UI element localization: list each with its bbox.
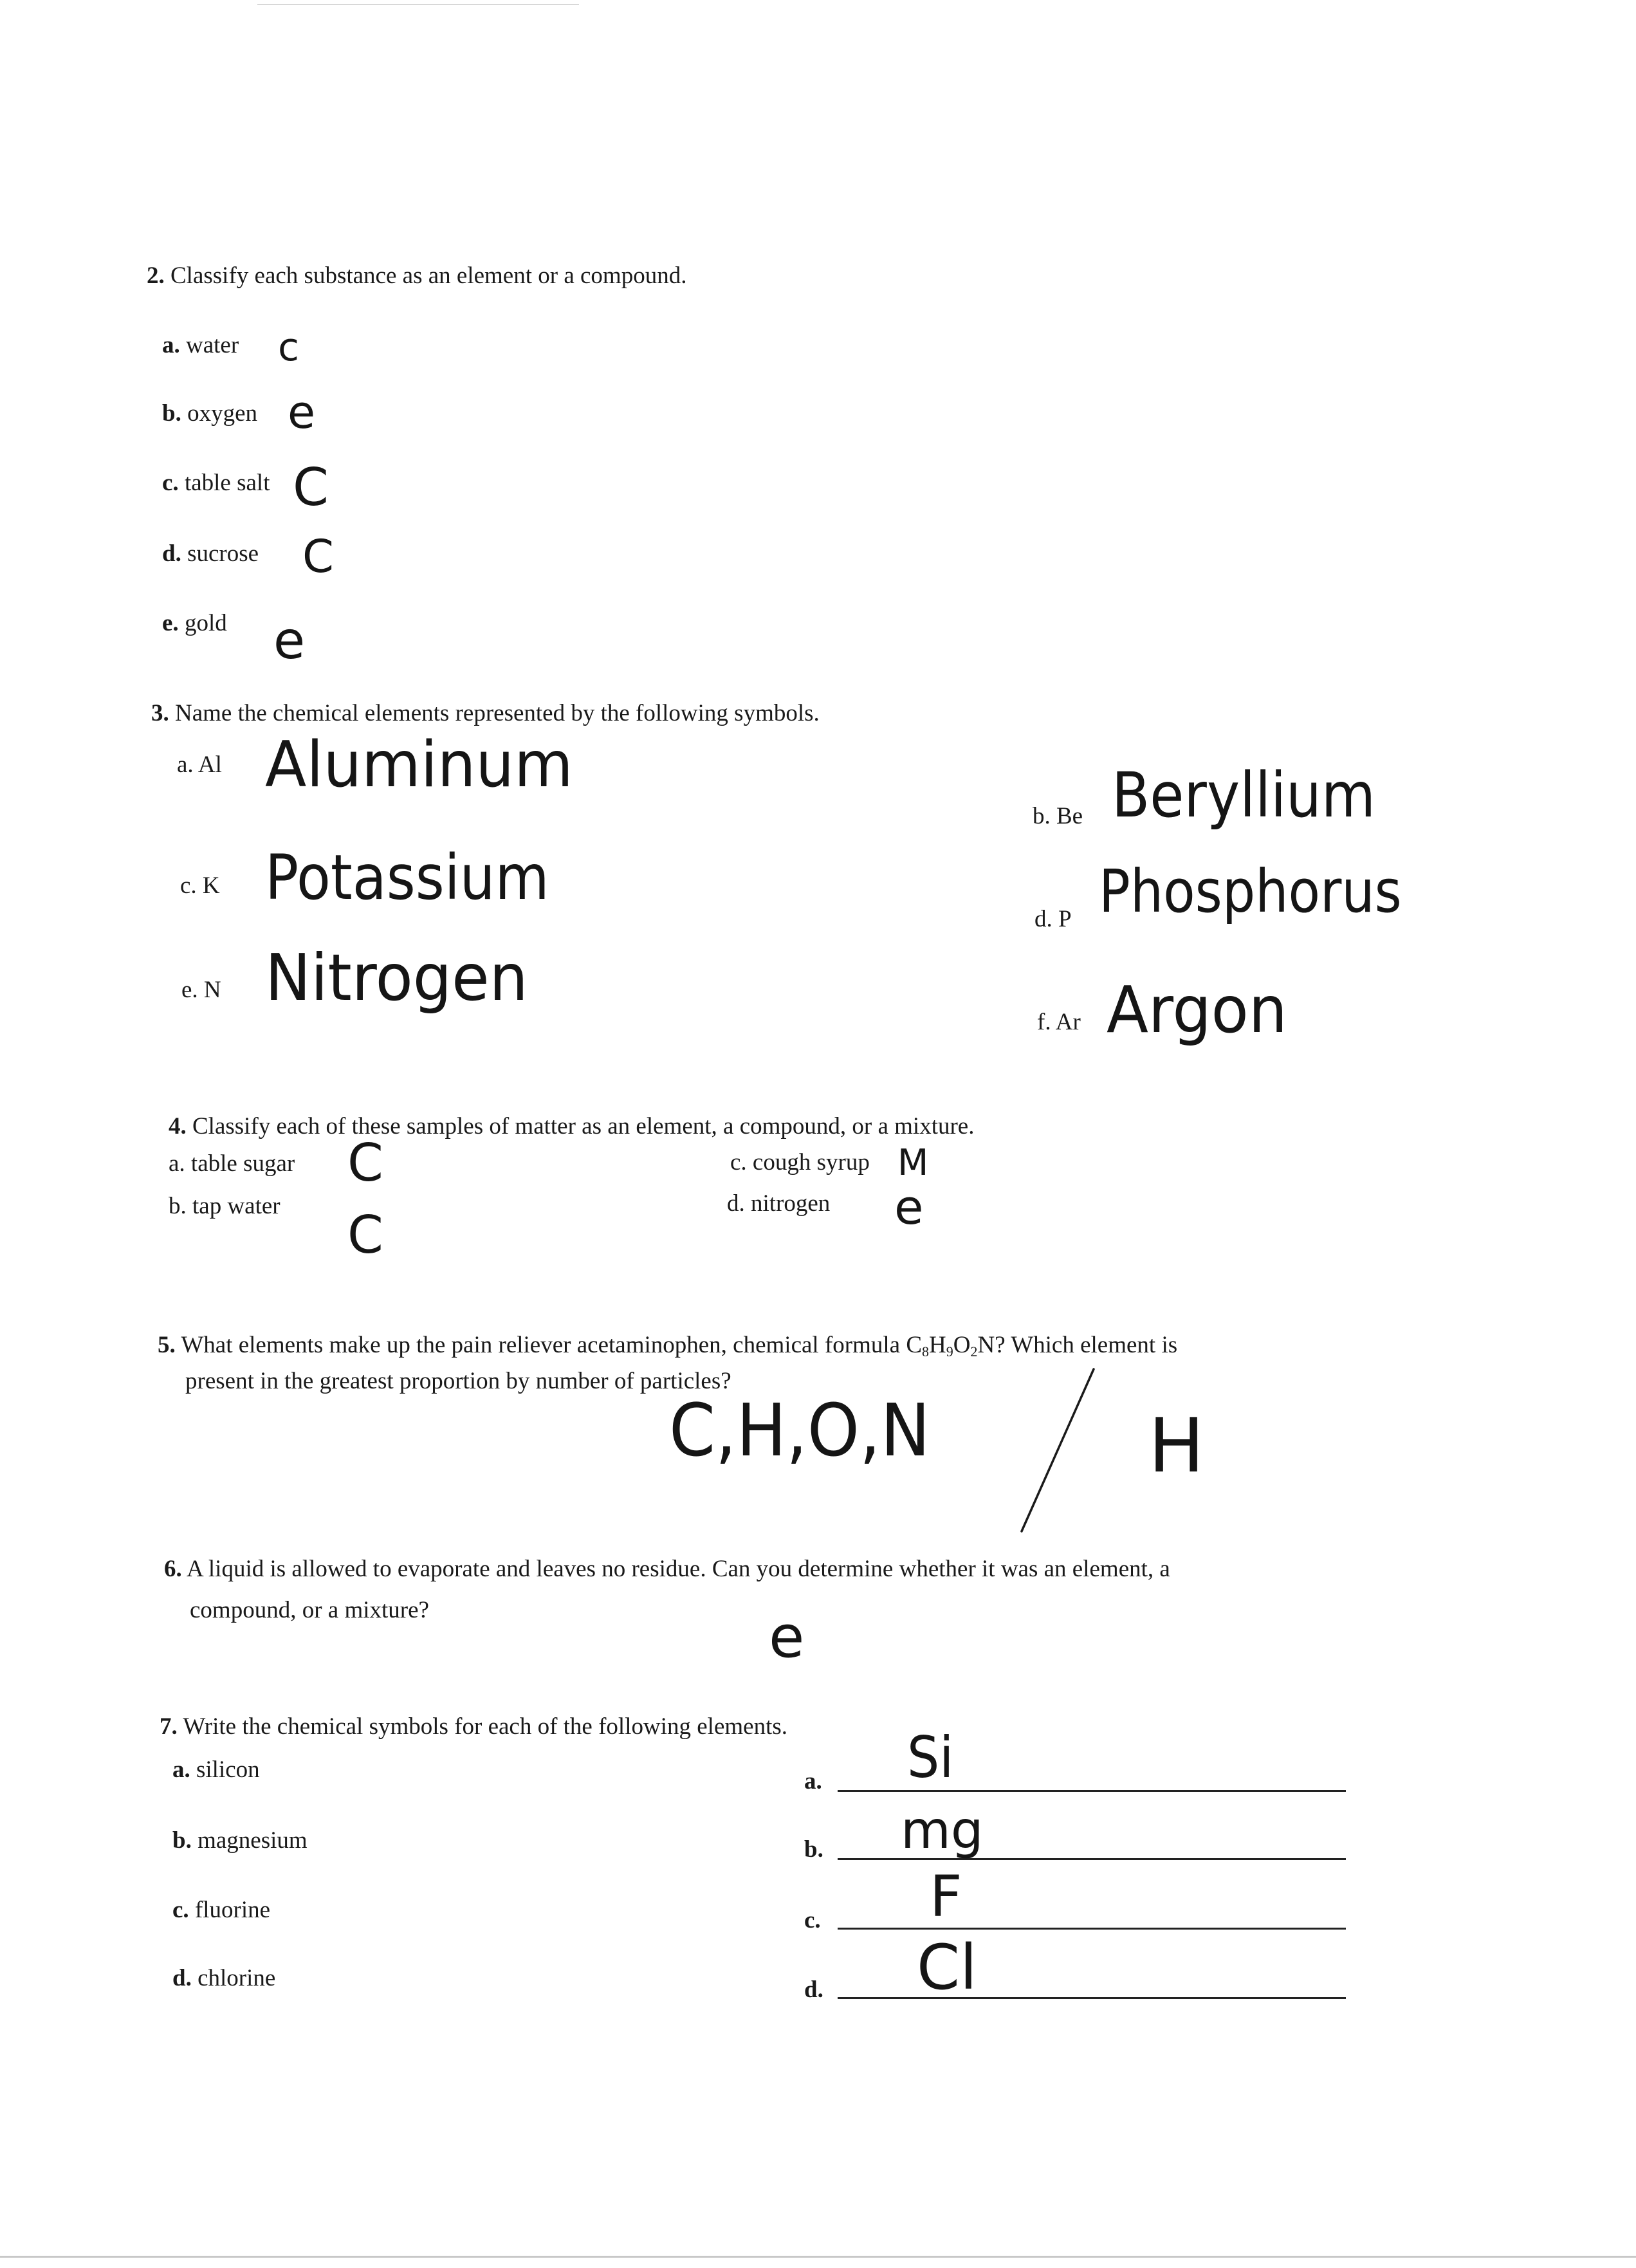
q6-prompt-line2: compound, or a mixture? (190, 1597, 429, 1623)
q3-item-c-label: c. K (180, 872, 220, 899)
q4-answer-a: C (347, 1133, 383, 1193)
q7-item-a: a. silicon (172, 1756, 260, 1783)
q4-item-d: d. nitrogen (727, 1190, 831, 1217)
q3-answer-a: Aluminum (265, 728, 573, 802)
q6-prompt-line1: 6. A liquid is allowed to evaporate and leaves no residue. Can you determine whether it was an element, a (164, 1556, 1170, 1582)
q6-answer: e (769, 1603, 805, 1671)
scan-edge-bottom (0, 2256, 1636, 2258)
q7-blank-b-letter: b. (804, 1836, 823, 1863)
q4-item-c: c. cough syrup (730, 1149, 870, 1175)
q7-blank-d-line (838, 1997, 1346, 1999)
q7-item-b: b. magnesium (172, 1827, 308, 1854)
q2-answer-a: c (278, 325, 299, 370)
q5-answer-greatest: H (1148, 1403, 1205, 1489)
q4-item-a: a. table sugar (169, 1150, 295, 1177)
q2-answer-b: e (288, 386, 316, 439)
q3-item-e-label: e. N (181, 977, 221, 1003)
q2-item-b: b. oxygen (162, 400, 258, 427)
q5-prompt-line2: present in the greatest proportion by number of particles? (185, 1368, 731, 1394)
q3-answer-c: Potassium (265, 842, 549, 914)
q7-answer-b: mg (901, 1800, 984, 1860)
q7-blank-c-letter: c. (804, 1907, 821, 1933)
q3-item-d-label: d. P (1034, 906, 1072, 932)
q3-item-b-label: b. Be (1033, 803, 1083, 829)
q7-answer-c: F (930, 1863, 962, 1930)
q7-item-d: d. chlorine (172, 1965, 276, 1991)
q2-answer-d: C (302, 530, 334, 583)
q3-prompt: 3. Name the chemical elements represented by the following symbols. (151, 700, 820, 726)
q2-answer-e: e (273, 611, 306, 670)
q2-item-d: d. sucrose (162, 540, 259, 567)
q7-blank-c-line (838, 1928, 1346, 1930)
q7-item-c: c. fluorine (172, 1897, 271, 1923)
q7-answer-a: Si (907, 1724, 954, 1791)
q3-answer-f: Argon (1107, 972, 1288, 1047)
q7-answer-d: Cl (917, 1931, 977, 2004)
q4-answer-b: C (347, 1205, 383, 1265)
q3-answer-d: Phosphorus (1099, 857, 1402, 926)
q5-answer-elements: C,H,O,N (669, 1389, 930, 1473)
q3-answer-b: Beryllium (1112, 759, 1376, 831)
q2-prompt: 2. Classify each substance as an element or a compound. (147, 263, 687, 289)
q4-answer-d: e (894, 1180, 924, 1235)
q4-prompt: 4. Classify each of these samples of matter as an element, a compound, or a mixture. (169, 1113, 975, 1139)
q5-prompt-line1: 5. What elements make up the pain reliever acetaminophen, chemical formula $C_8H_9O_2N$? Which element is (158, 1332, 1178, 1360)
q2-item-a: a. water (162, 332, 239, 358)
q4-answer-c: M (897, 1142, 929, 1184)
q7-blank-a-letter: a. (804, 1768, 822, 1794)
q7-blank-d-letter: d. (804, 1977, 823, 2003)
q2-answer-c: C (293, 457, 329, 517)
q2-item-c: c. table salt (162, 470, 270, 496)
q3-answer-e: Nitrogen (265, 940, 528, 1015)
q3-item-a-label: a. Al (177, 751, 222, 778)
q3-item-f-label: f. Ar (1037, 1009, 1081, 1035)
q4-item-b: b. tap water (169, 1193, 280, 1219)
q2-item-e: e. gold (162, 610, 227, 636)
q7-prompt: 7. Write the chemical symbols for each of the following elements. (160, 1713, 787, 1740)
